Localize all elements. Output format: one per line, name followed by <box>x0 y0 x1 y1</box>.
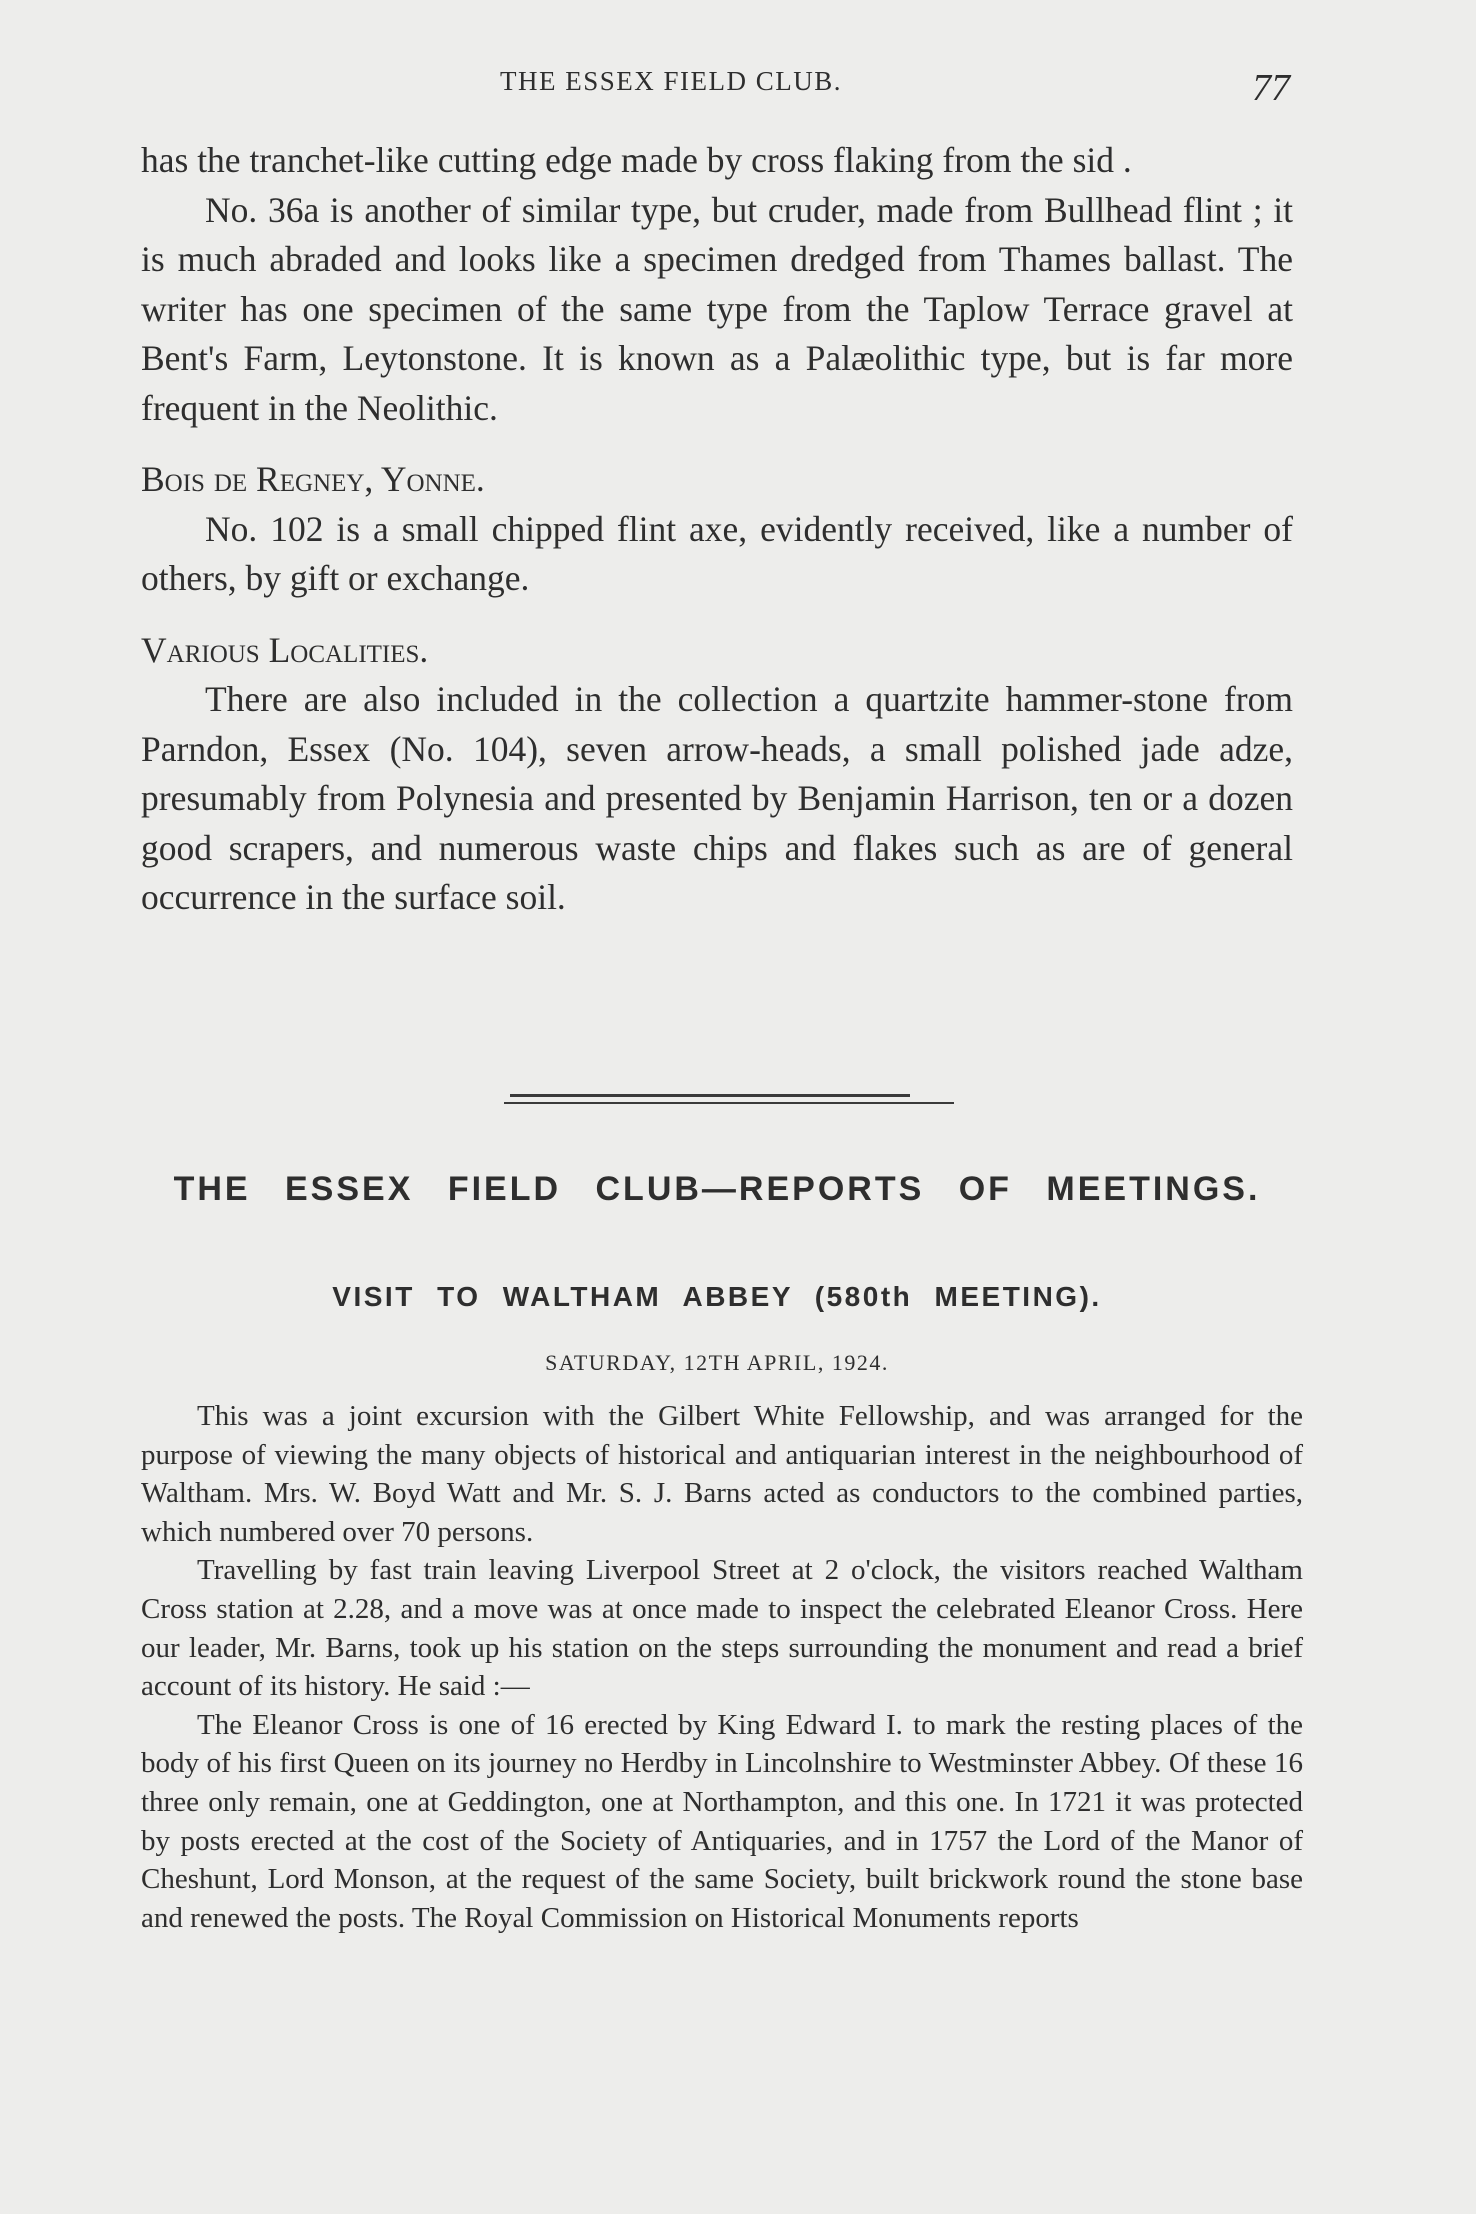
meeting-date: SATURDAY, 12TH APRIL, 1924. <box>545 1350 889 1375</box>
paragraph-continuation: has the tranchet-like cutting edge made by cross flaking from the sid . <box>141 140 1132 180</box>
report-paragraph-eleanor-cross: The Eleanor Cross is one of 16 erected by King Edward I. to mark the resting places of the body of his first Queen on its journey no Herdby in Lincolnshire to Westminster Abbey. Of these 16 three only remain, one at Geddington, one at Northampton, and this one. In 1721 it was protected by posts erected at the cost of the Society of Antiquaries, and in 1757 the Lord of the Manor of Cheshunt, Lord Monson, at the request of the same Society, built brickwork round the stone base and renewed the posts. The Royal Commission on Historical Monuments reports <box>141 1708 1303 1934</box>
report-body <box>141 1397 1303 1937</box>
divider-rule-bottom <box>504 1102 954 1104</box>
running-title: THE ESSEX FIELD CLUB. <box>500 66 842 96</box>
locality-heading-various: Various Localities. <box>141 629 429 670</box>
reports-heading: THE ESSEX FIELD CLUB—REPORTS OF MEETINGS. <box>173 1170 1261 1208</box>
paragraph-no-36a: No. 36a is another of similar type, but cruder, made from Bullhead flint ; it is much abraded and looks like a specimen dredged from Thames ballast. The writer has one specimen of the same type from the Taplow Terrace gravel at Bent's Farm, Leytonstone. It is known as a Palæolithic type, but is far more frequent in the Neolithic. <box>141 189 1293 428</box>
paragraph-various-localities: There are also included in the collection a quartzite hammer-stone from Parndon, Essex (No. 104), seven arrow-heads, a small polished jade adze, presumably from Polynesia and presented by Benjamin Harrison, ten or a dozen good scrapers, and numerous waste chips and flakes such as are of general occurrence in the surface soil. <box>141 679 1293 917</box>
running-head <box>0 62 1476 109</box>
locality-heading-bois-de-regney: Bois de Regney, Yonne. <box>141 459 485 499</box>
divider-rule-top <box>510 1094 910 1097</box>
paragraph-no-102: No. 102 is a small chipped flint axe, evidently received, like a number of others, by gift or exchange. <box>141 508 1293 598</box>
section-divider <box>504 1094 954 1108</box>
article-body <box>141 136 1293 923</box>
report-paragraph-excursion: This was a joint excursion with the Gilbert White Fellowship, and was arranged for the purpose of viewing the many objects of historical and antiquarian interest in the neighbourhood of Waltham. Mrs. W. Boyd Watt and Mr. S. J. Barns acted as conductors to the combined parties, which numbered over 70 persons. <box>141 1400 1303 1548</box>
visit-heading: VISIT TO WALTHAM ABBEY (580th MEETING). <box>332 1281 1102 1312</box>
report-paragraph-travel: Travelling by fast train leaving Liverpool Street at 2 o'clock, the visitors reached Waltham Cross station at 2.28, and a move was at once made to inspect the celebrated Eleanor Cross. Here our leader, Mr. Barns, took up his station on the steps surrounding the monument and read a brief account of its history. He said :— <box>141 1554 1303 1703</box>
page-number: 77 <box>1252 67 1290 109</box>
